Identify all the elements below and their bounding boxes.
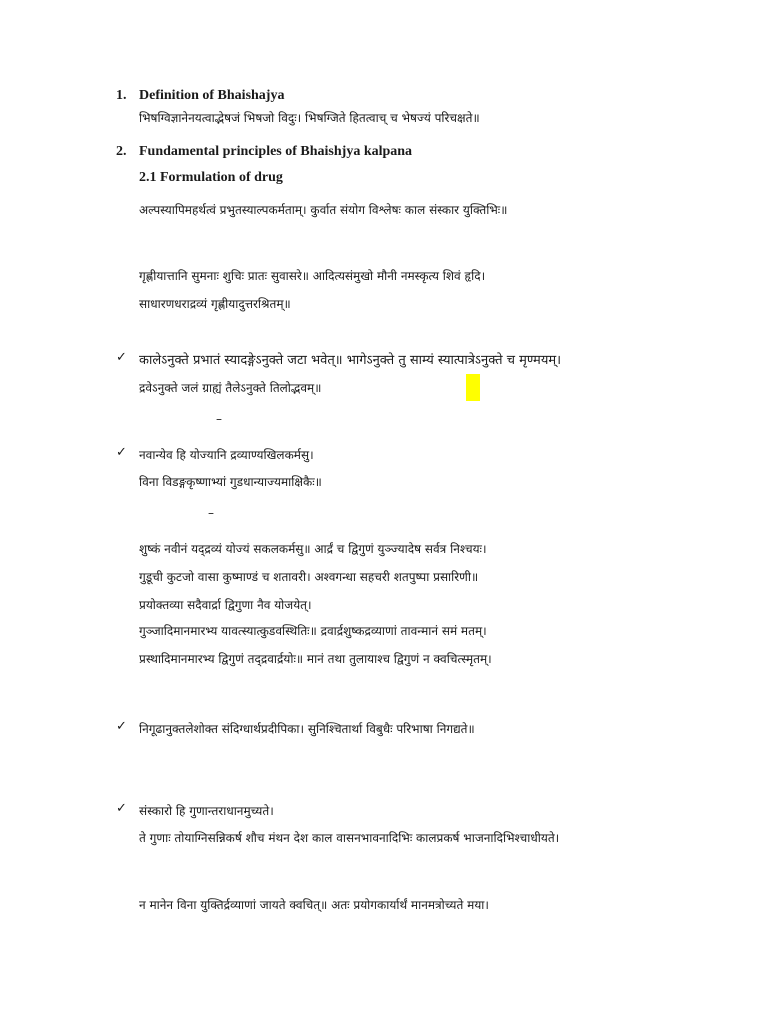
section-number: 2. [116,144,127,159]
dash-mark: – [216,412,222,426]
sanskrit-line: निगूढानुक्तलेशोक्त संदिग्धार्थप्रदीपिका। सुनिश्चितार्था विबुधैः परिभाषा निगद्यते॥ [139,722,475,736]
sanskrit-line: ते गुणाः तोयाग्निसन्निकर्ष शौच मंथन देश काल वासनभावनादिभिः कालप्रकर्ष भाजनादिभिश्चाधीयते। [139,831,560,845]
sanskrit-line: प्रयोक्तव्या सदैवार्द्रा द्विगुणा नैव योजयेत्। [139,598,312,612]
section-title: Fundamental principles of Bhaishjya kalpana [139,144,413,159]
sanskrit-line: कालेऽनुक्ते प्रभातं स्यादङ्गेऽनुक्ते जटा भवेत्॥ भागेऽनुक्ते तु साम्यं स्यात्पात्रेऽनुक्ते च मृण्मयम्। [139,353,562,368]
sanskrit-line: गुञ्जादिमानमारभ्य यावत्स्यात्कुडवस्थितिः॥ द्रवार्द्रशुष्कद्रव्याणां तावन्मानं समं मतम्। [139,624,487,638]
sanskrit-line: गृह्णीयात्तानि सुमनाः शुचिः प्रातः सुवासरे॥ आदित्यसंमुखो मौनी नमस्कृत्य शिवं हृदि। [139,269,486,283]
sanskrit-line: गुडूची कुटजो वासा कुष्माण्डं च शतावरी। अश्वगन्धा सहचरी शतपुष्पा प्रसारिणी॥ [139,570,479,584]
sanskrit-line: शुष्कं नवीनं यद्द्रव्यं योज्यं सकलकर्मसु॥ आर्द्रं च द्विगुणं युञ्ज्यादेष सर्वत्र निश्चयः। [139,542,487,556]
sanskrit-line: नवान्येव हि योज्यानि द्रव्याण्यखिलकर्मसु। [139,448,314,462]
sanskrit-line: विना विडङ्गकृष्णाभ्यां गुडधान्याज्यमाक्षिकैः॥ [139,475,322,489]
section-number: 1. [116,88,127,103]
highlight-mark [466,374,480,401]
sanskrit-line: संस्कारो हि गुणान्तराधानमुच्यते। [139,804,274,818]
section-title: Definition of Bhaishajya [139,88,285,103]
sanskrit-line: अल्पस्यापिमहर्थत्वं प्रभुतस्याल्पकर्मताम्। कुर्वात संयोग विश्लेषः काल संस्कार युक्तिभिः॥ [139,203,508,217]
checkmark-icon: ✓ [116,350,127,365]
sanskrit-line: भिषग्विज्ञानेनयत्वाद्भेषजं भिषजो विदुः। भिषग्जिते हितत्वाच् च भेषज्यं परिचक्षते॥ [139,111,480,125]
checkmark-icon: ✓ [116,801,127,816]
sanskrit-line: प्रस्थादिमानमारभ्य द्विगुणं तद्द्रवार्द्रयोः॥ मानं तथा तुलायाश्च द्विगुणं न क्वचित्स्मृतम्। [139,652,492,666]
subsection-title: 2.1 Formulation of drug [139,170,283,185]
sanskrit-line: साधारणधराद्रव्यं गृह्णीयादुत्तरश्रितम्॥ [139,297,291,311]
dash-mark: – [208,506,214,520]
sanskrit-line: द्रवेऽनुक्ते जलं ग्राह्यं तैलेऽनुक्ते तिलोद्भवम्॥ [139,381,322,395]
sanskrit-line: न मानेन विना युक्तिर्द्रव्याणां जायते क्वचित्॥ अतः प्रयोगकार्यार्थं मानमत्रोच्यते मया। [139,898,489,912]
checkmark-icon: ✓ [116,719,127,734]
checkmark-icon: ✓ [116,445,127,460]
